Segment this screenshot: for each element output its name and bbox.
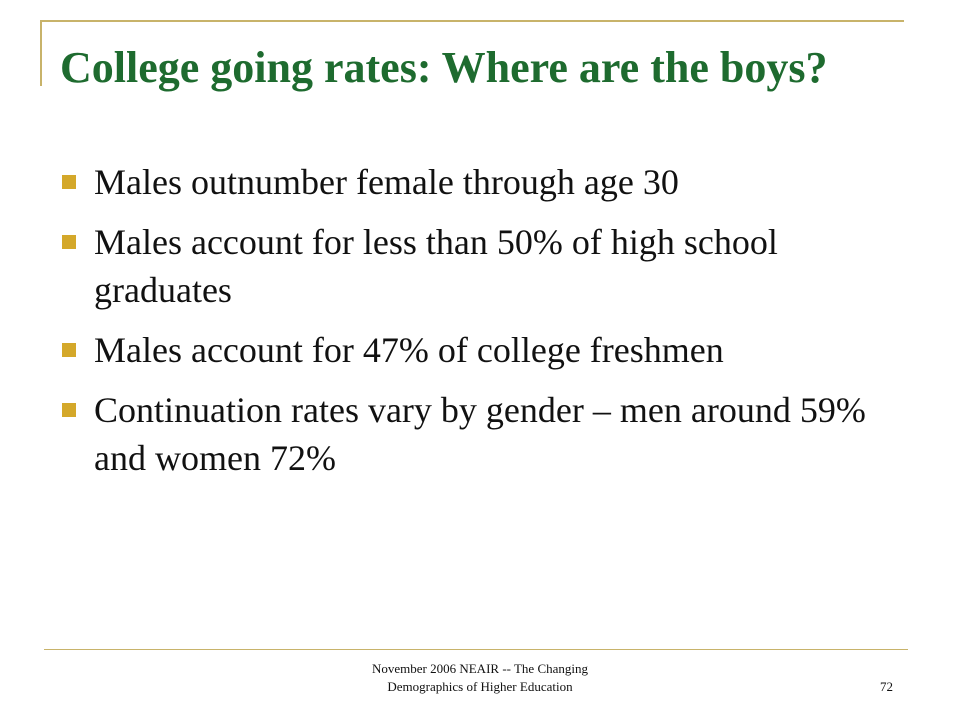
footer-line-1: November 2006 NEAIR -- The Changing — [371, 661, 589, 676]
footer-caption — [320, 660, 640, 696]
footer-rule — [44, 649, 908, 650]
square-bullet-icon — [62, 403, 76, 417]
frame-left-rule — [40, 20, 42, 86]
footer-line-2: Demographics of Higher Education — [387, 679, 573, 694]
bullet-item — [60, 386, 880, 482]
bullet-text: Continuation rates vary by gender – men around 59% and women 72% — [94, 390, 866, 478]
slide-title: College going rates: Where are the boys? — [60, 43, 828, 92]
bullet-item — [60, 158, 880, 206]
bullet-item — [60, 326, 880, 374]
bullet-text: Males account for 47% of college freshmen — [94, 330, 724, 370]
bullet-text: Males outnumber female through age 30 — [94, 162, 679, 202]
bullet-item — [60, 218, 880, 314]
page-number: 72 — [880, 679, 893, 694]
square-bullet-icon — [62, 235, 76, 249]
square-bullet-icon — [62, 175, 76, 189]
bullet-list — [60, 158, 880, 494]
bullet-text: Males account for less than 50% of high school graduates — [94, 222, 778, 310]
square-bullet-icon — [62, 343, 76, 357]
frame-top-rule — [40, 20, 904, 22]
